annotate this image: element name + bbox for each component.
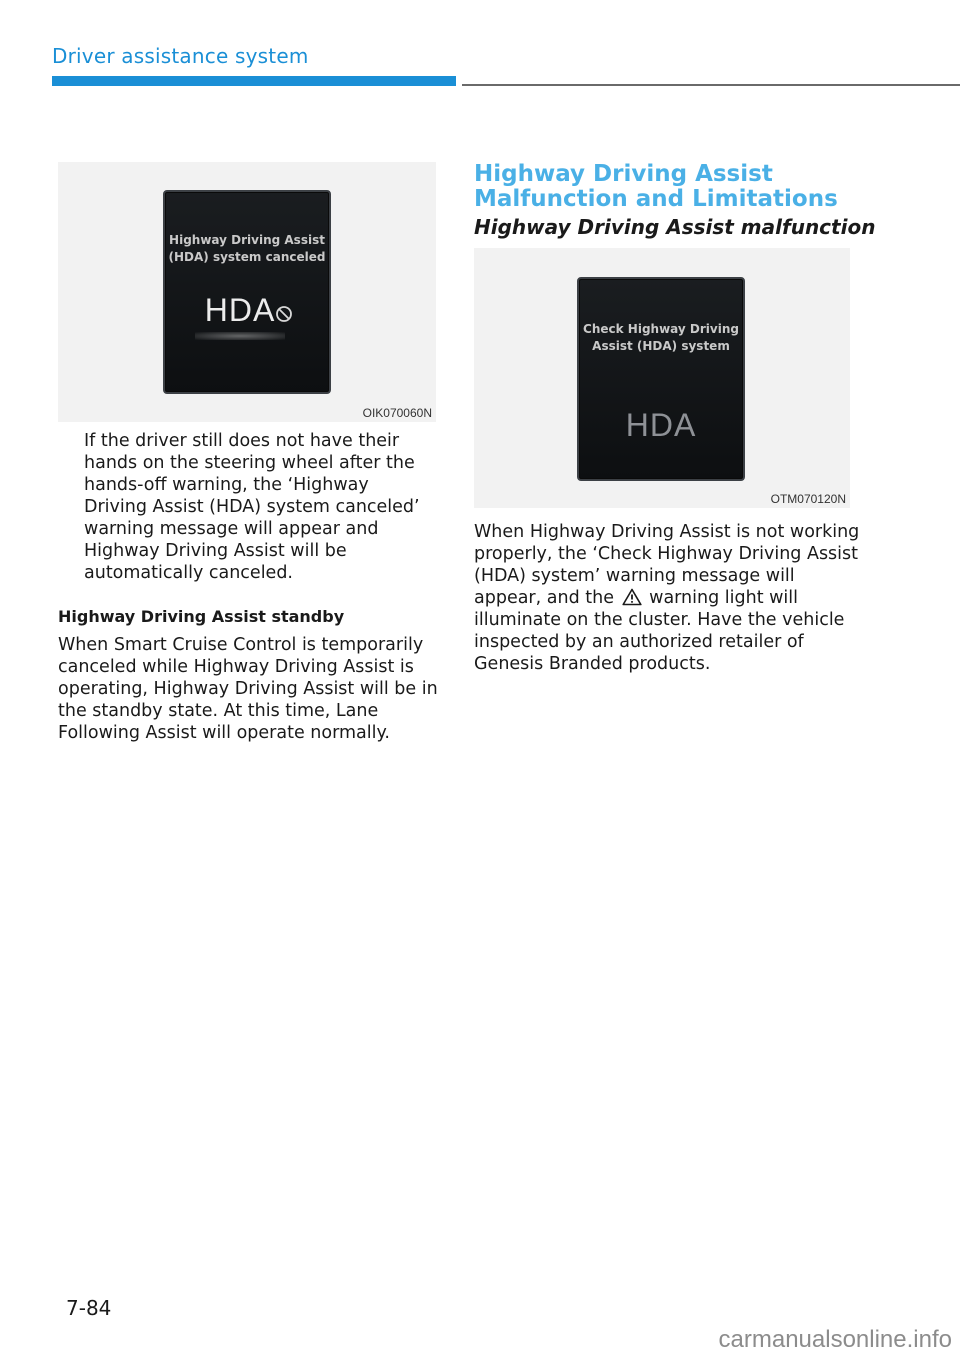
page-header-title: Driver assistance system: [52, 44, 309, 68]
hda-indicator: HDA: [625, 407, 697, 443]
figure-code: OIK070060N: [362, 406, 432, 420]
cluster-screen: [577, 277, 745, 481]
watermark: carmanualsonline.info: [718, 1326, 952, 1353]
cancel-circle-icon: [275, 305, 293, 323]
paragraph-standby: When Smart Cruise Control is temporarily canceled while Highway Driving Assist is operating, Highway Driving Assist will be in the standby state. At this time, Lane Following Assist will operate normally.: [58, 635, 438, 743]
warning-triangle-icon: [622, 588, 642, 606]
section-subtitle: Highway Driving Assist malfunction: [474, 215, 876, 239]
figure-hda-canceled: [58, 162, 436, 422]
indicator-glow: [195, 332, 285, 340]
malfunction-text-start: When Highway Driving Assist is not working properly, the ‘Check Highway Driving Assist (HDA) system’ warning message will appear, and the: [474, 522, 860, 608]
header-rule-gray: [462, 84, 960, 86]
standby-heading: Highway Driving Assist standby: [58, 607, 345, 626]
paragraph-hands-off: If the driver still does not have their hands on the steering wheel after the hands-off warning, the ‘Highway Driving Assist (HDA) system canceled’ warning message will appear and Highway Driving Assist will be automatically canceled.: [84, 431, 420, 583]
cluster-screen: [163, 190, 331, 394]
figure-code: OTM070120N: [770, 492, 846, 506]
section-title: Highway Driving Assist Malfunction and Limitations: [474, 161, 838, 212]
figure-check-hda: [474, 248, 850, 508]
screen-message: Highway Driving Assist (HDA) system canceled: [168, 233, 326, 264]
screen-message: Check Highway Driving Assist (HDA) system: [583, 322, 739, 353]
malfunction-text-end: warning light will illuminate on the cluster. Have the vehicle inspected by an authorized retailer of Genesis Branded products.: [474, 588, 845, 674]
page-number: 7-84: [66, 1296, 112, 1320]
hda-indicator: HDA: [204, 292, 276, 328]
header-rule-blue: [52, 76, 456, 86]
paragraph-malfunction: [474, 521, 864, 675]
